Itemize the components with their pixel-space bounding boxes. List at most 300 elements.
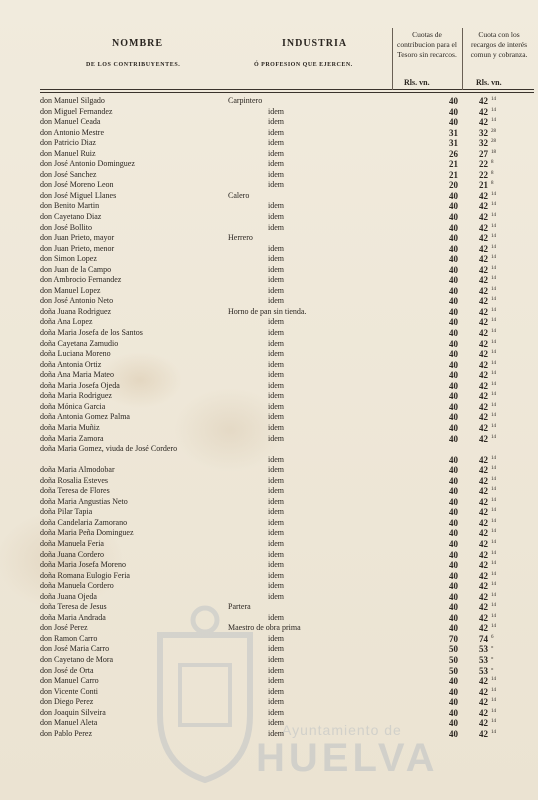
cuota-recargos-cents: 14 <box>491 624 496 630</box>
cuota-recargos-value: 42 <box>479 602 488 613</box>
cuota-recargos-value: 42 <box>479 433 488 444</box>
contributor-profession: idem <box>268 359 284 369</box>
cuota-recargos-cents: 14 <box>491 497 496 503</box>
contributor-name: don Juan de la Campo <box>40 264 112 274</box>
cuota-recargos-value: 27 <box>479 148 488 159</box>
contributor-profession: idem <box>268 349 284 359</box>
table-row <box>0 613 538 624</box>
contributor-profession: idem <box>268 370 284 380</box>
contributor-profession: idem <box>268 633 284 643</box>
cuota-recargos-cents: 8 <box>491 170 494 176</box>
cuota-tesoro-value: 40 <box>449 117 458 128</box>
table-row <box>0 117 538 128</box>
contributor-profession: idem <box>268 517 284 527</box>
cuota-recargos-cents: 14 <box>491 539 496 545</box>
cuota-recargos-value: 53 <box>479 654 488 665</box>
table-row <box>0 497 538 508</box>
contributor-profession: idem <box>268 654 284 664</box>
contributor-name: doña Juana Cordero <box>40 549 104 559</box>
contributor-name: don José Sanchez <box>40 169 97 179</box>
column-divider <box>462 28 463 90</box>
contributor-name: doña Maria Josefa de los Santos <box>40 328 143 338</box>
contributor-profession: idem <box>268 570 284 580</box>
contributor-profession: idem <box>268 612 284 622</box>
cuota-recargos-value: 22 <box>479 169 488 180</box>
cuota-recargos-cents: 14 <box>491 561 496 567</box>
cuota-recargos-value: 42 <box>479 254 488 265</box>
cuota-tesoro-value: 31 <box>449 127 458 138</box>
cuota-tesoro-value: 40 <box>449 190 458 201</box>
cuota-recargos-cents: 14 <box>491 318 496 324</box>
cuota-recargos-cents: 14 <box>491 381 496 387</box>
cuota-recargos-value: 42 <box>479 475 488 486</box>
table-row <box>0 402 538 413</box>
header-rule-bottom <box>40 92 534 93</box>
table-row <box>0 233 538 244</box>
table-row <box>0 265 538 276</box>
contributor-profession: idem <box>268 328 284 338</box>
cuota-recargos-cents: 14 <box>491 107 496 113</box>
contributor-profession: idem <box>268 264 284 274</box>
table-row <box>0 687 538 698</box>
contributor-name: doña Maria Andrada <box>40 612 106 622</box>
contributor-name: doña Cayetana Zamudio <box>40 338 119 348</box>
contributor-profession: idem <box>268 338 284 348</box>
cuota-recargos-cents: 14 <box>491 255 496 261</box>
cuota-tesoro-value: 40 <box>449 612 458 623</box>
cuota-recargos-cents: 14 <box>491 582 496 588</box>
cuota-recargos-value: 53 <box>479 644 488 655</box>
cuota-recargos-value: 42 <box>479 401 488 412</box>
cuota-tesoro-value: 40 <box>449 380 458 391</box>
cuota-recargos-value: 42 <box>479 285 488 296</box>
cuota-tesoro-value: 20 <box>449 180 458 191</box>
cuota-recargos-cents: » <box>491 655 494 661</box>
cuota-tesoro-value: 40 <box>449 422 458 433</box>
contributor-profession: idem <box>268 686 284 696</box>
cuota-recargos-value: 42 <box>479 676 488 687</box>
contributor-name: don José Maria Carro <box>40 644 110 654</box>
cuota-tesoro-value: 40 <box>449 264 458 275</box>
contributor-name: doña Antonia Gomez Palma <box>40 412 130 422</box>
table-row <box>0 729 538 740</box>
table-row <box>0 539 538 550</box>
cuota-recargos-cents: 28 <box>491 128 496 134</box>
contributor-profession: idem <box>268 180 284 190</box>
table-row <box>0 666 538 677</box>
cuota-recargos-value: 42 <box>479 507 488 518</box>
cuota-recargos-cents: 14 <box>491 329 496 335</box>
cuota-recargos-value: 21 <box>479 180 488 191</box>
cuota-recargos-value: 42 <box>479 412 488 423</box>
cuota-recargos-cents: 18 <box>491 149 496 155</box>
contributor-name: doña Rosalia Esteves <box>40 475 108 485</box>
cuota-recargos-cents: 14 <box>491 518 496 524</box>
contributor-profession: idem <box>268 728 284 738</box>
contributor-profession: Partera <box>228 602 251 612</box>
table-row <box>0 307 538 318</box>
table-row <box>0 296 538 307</box>
contributor-name: doña Ana Maria Mateo <box>40 370 114 380</box>
table-row <box>0 254 538 265</box>
cuota-tesoro-value: 40 <box>449 591 458 602</box>
table-row <box>0 317 538 328</box>
cuota-recargos-value: 42 <box>479 581 488 592</box>
cuota-recargos-cents: 14 <box>491 307 496 313</box>
contributor-profession: idem <box>268 454 284 464</box>
cuota-tesoro-value: 40 <box>449 201 458 212</box>
contributor-profession: idem <box>268 201 284 211</box>
cuota-recargos-value: 42 <box>479 549 488 560</box>
contributor-name: don Juan Prieto, mayor <box>40 233 115 243</box>
cuota-tesoro-value: 21 <box>449 159 458 170</box>
cuota-recargos-cents: 14 <box>491 413 496 419</box>
cuota-tesoro-value: 50 <box>449 654 458 665</box>
cuota-recargos-value: 42 <box>479 697 488 708</box>
contributor-name: doña Juana Ojeda <box>40 591 97 601</box>
table-row <box>0 180 538 191</box>
contributor-profession: idem <box>268 496 284 506</box>
table-row <box>0 423 538 434</box>
cuota-recargos-cents: 6 <box>491 634 494 640</box>
cuota-recargos-value: 42 <box>479 728 488 739</box>
table-row <box>0 602 538 613</box>
cuota-tesoro-value: 21 <box>449 169 458 180</box>
cuota-recargos-value: 42 <box>479 222 488 233</box>
contributor-name: don José de Orta <box>40 665 94 675</box>
contributor-name: don José Perez <box>40 623 88 633</box>
contributor-name: don Pablo Perez <box>40 728 92 738</box>
cuota-recargos-value: 42 <box>479 528 488 539</box>
cuota-recargos-value: 42 <box>479 328 488 339</box>
contributor-profession: idem <box>268 317 284 327</box>
cuota-recargos-value: 42 <box>479 591 488 602</box>
header-unit-recargos: Rls. vn. <box>476 78 502 87</box>
contributor-profession: idem <box>268 422 284 432</box>
cuota-recargos-cents: 14 <box>491 339 496 345</box>
contributor-name: don José Antonio Dominguez <box>40 159 135 169</box>
cuota-recargos-value: 42 <box>479 264 488 275</box>
cuota-recargos-value: 32 <box>479 138 488 149</box>
contributor-profession: idem <box>268 591 284 601</box>
contributor-name: doña Maria Gomez, viuda de José Cordero <box>40 444 178 454</box>
cuota-recargos-cents: 14 <box>491 223 496 229</box>
contributor-name: don Patricio Diaz <box>40 138 96 148</box>
cuota-recargos-value: 42 <box>479 612 488 623</box>
contributor-name: don José Miguel Llanes <box>40 190 117 200</box>
cuota-recargos-value: 42 <box>479 190 488 201</box>
contributor-profession: idem <box>268 285 284 295</box>
cuota-tesoro-value: 40 <box>449 317 458 328</box>
cuota-tesoro-value: 40 <box>449 454 458 465</box>
cuota-tesoro-value: 40 <box>449 96 458 106</box>
table-row <box>0 328 538 339</box>
cuota-recargos-value: 42 <box>479 380 488 391</box>
contributor-profession: idem <box>268 254 284 264</box>
cuota-recargos-value: 42 <box>479 496 488 507</box>
contributor-name: doña Juana Rodriguez <box>40 306 112 316</box>
table-row <box>0 718 538 729</box>
cuota-recargos-value: 42 <box>479 718 488 729</box>
cuota-recargos-cents: 14 <box>491 371 496 377</box>
contributor-name: doña Maria Peña Dominguez <box>40 528 134 538</box>
cuota-recargos-value: 42 <box>479 338 488 349</box>
contributor-name: doña Maria Muñiz <box>40 422 100 432</box>
table-row <box>0 391 538 402</box>
cuota-tesoro-value: 40 <box>449 486 458 497</box>
cuota-tesoro-value: 40 <box>449 623 458 634</box>
table-row <box>0 465 538 476</box>
cuota-recargos-value: 22 <box>479 159 488 170</box>
cuota-recargos-cents: 28 <box>491 139 496 145</box>
cuota-recargos-value: 42 <box>479 96 488 106</box>
table-row <box>0 275 538 286</box>
cuota-tesoro-value: 40 <box>449 106 458 117</box>
cuota-recargos-cents: 14 <box>491 97 496 102</box>
cuota-recargos-value: 42 <box>479 233 488 244</box>
watermark-line2: HUELVA <box>256 736 439 780</box>
contributor-name: doña Maria Josefa Ojeda <box>40 380 120 390</box>
cuota-recargos-cents: » <box>491 666 494 672</box>
cuota-recargos-value: 42 <box>479 359 488 370</box>
cuota-recargos-cents: 14 <box>491 729 496 735</box>
contributor-name: don Manuel Carro <box>40 676 99 686</box>
table-row <box>0 644 538 655</box>
cuota-tesoro-value: 40 <box>449 401 458 412</box>
contributor-name: doña Maria Angustias Neto <box>40 496 128 506</box>
cuota-tesoro-value: 40 <box>449 433 458 444</box>
cuota-recargos-cents: 14 <box>491 476 496 482</box>
contributor-profession: idem <box>268 148 284 158</box>
table-row <box>0 370 538 381</box>
cuota-tesoro-value: 40 <box>449 686 458 697</box>
contributor-profession: idem <box>268 401 284 411</box>
contributor-profession: idem <box>268 644 284 654</box>
cuota-tesoro-value: 40 <box>449 528 458 539</box>
table-row <box>0 592 538 603</box>
contributor-name: don Ambrocio Fernandez <box>40 275 122 285</box>
cuota-tesoro-value: 40 <box>449 570 458 581</box>
cuota-recargos-cents: 14 <box>491 265 496 271</box>
cuota-tesoro-value: 40 <box>449 222 458 233</box>
contributor-name: doña Teresa de Flores <box>40 486 110 496</box>
contributor-profession: idem <box>268 222 284 232</box>
contributor-name: doña Maria Zamora <box>40 433 104 443</box>
cuota-tesoro-value: 40 <box>449 296 458 307</box>
contributor-name: doña Maria Rodriguez <box>40 391 112 401</box>
cuota-tesoro-value: 40 <box>449 718 458 729</box>
cuota-recargos-cents: » <box>491 645 494 651</box>
cuota-recargos-value: 42 <box>479 560 488 571</box>
contributor-profession: idem <box>268 391 284 401</box>
contributor-name: doña Pilar Tapia <box>40 507 93 517</box>
contributor-name: doña Maria Almodobar <box>40 465 115 475</box>
cuota-recargos-value: 42 <box>479 570 488 581</box>
cuota-tesoro-value: 40 <box>449 475 458 486</box>
cuota-tesoro-value: 40 <box>449 707 458 718</box>
cuota-recargos-cents: 14 <box>491 191 496 197</box>
contributor-name: don Manuel Aleta <box>40 718 98 728</box>
cuota-tesoro-value: 40 <box>449 465 458 476</box>
cuota-recargos-cents: 14 <box>491 244 496 250</box>
cuota-tesoro-value: 40 <box>449 507 458 518</box>
cuota-tesoro-value: 40 <box>449 728 458 739</box>
contributor-name: doña Luciana Moreno <box>40 349 111 359</box>
contributor-name: doña Teresa de Jesus <box>40 602 107 612</box>
contributor-profession: idem <box>268 243 284 253</box>
header-cuota-recargos: Cuota con los recargos de interés comun y cobranza. <box>470 30 528 59</box>
table-row <box>0 623 538 634</box>
cuota-tesoro-value: 40 <box>449 370 458 381</box>
contributor-name: doña Antonia Ortiz <box>40 359 102 369</box>
cuota-recargos-cents: 14 <box>491 118 496 124</box>
contributor-name: don Manuel Silgado <box>40 96 105 105</box>
cuota-recargos-cents: 14 <box>491 360 496 366</box>
table-row <box>0 655 538 666</box>
cuota-recargos-value: 42 <box>479 201 488 212</box>
column-divider <box>392 28 393 90</box>
cuota-tesoro-value: 40 <box>449 676 458 687</box>
contributor-profession: idem <box>268 275 284 285</box>
contributor-name: don José Moreno Leon <box>40 180 114 190</box>
table-row <box>0 560 538 571</box>
cuota-recargos-cents: 14 <box>491 286 496 292</box>
cuota-recargos-cents: 14 <box>491 613 496 619</box>
cuota-recargos-cents: 14 <box>491 687 496 693</box>
contributor-name: don Diego Perez <box>40 697 94 707</box>
cuota-recargos-value: 42 <box>479 317 488 328</box>
contributor-name: doña Ana Lopez <box>40 317 93 327</box>
table-row <box>0 128 538 139</box>
cuota-tesoro-value: 40 <box>449 243 458 254</box>
contributor-profession: Horno de pan sin tienda. <box>228 306 307 316</box>
cuota-tesoro-value: 40 <box>449 349 458 360</box>
table-row <box>0 381 538 392</box>
cuota-recargos-value: 42 <box>479 296 488 307</box>
table-row <box>0 581 538 592</box>
cuota-recargos-cents: 14 <box>491 234 496 240</box>
cuota-recargos-cents: 14 <box>491 213 496 219</box>
contributor-profession: idem <box>268 549 284 559</box>
contributor-name: don José Antonio Neto <box>40 296 114 306</box>
cuota-recargos-cents: 14 <box>491 466 496 472</box>
contributor-profession: idem <box>268 117 284 127</box>
cuota-recargos-value: 42 <box>479 117 488 128</box>
cuota-recargos-cents: 14 <box>491 719 496 725</box>
table-row <box>0 349 538 360</box>
cuota-tesoro-value: 50 <box>449 665 458 676</box>
contributor-profession: idem <box>268 538 284 548</box>
table-row <box>0 476 538 487</box>
table-row <box>0 159 538 170</box>
cuota-tesoro-value: 40 <box>449 275 458 286</box>
cuota-recargos-cents: 8 <box>491 181 494 187</box>
table-row <box>0 550 538 561</box>
contributor-profession: idem <box>268 676 284 686</box>
cuota-recargos-cents: 14 <box>491 423 496 429</box>
cuota-recargos-value: 42 <box>479 686 488 697</box>
cuota-recargos-cents: 14 <box>491 202 496 208</box>
contributor-profession: idem <box>268 380 284 390</box>
table-row <box>0 444 538 455</box>
header-industria: INDUSTRIA <box>282 38 348 49</box>
contributor-name: don Juan Prieto, menor <box>40 243 115 253</box>
cuota-recargos-cents: 14 <box>491 276 496 282</box>
contributor-profession: idem <box>268 697 284 707</box>
cuota-tesoro-value: 40 <box>449 212 458 223</box>
contributor-name: doña Candelaria Zamorano <box>40 517 128 527</box>
cuota-tesoro-value: 40 <box>449 391 458 402</box>
contributor-profession: Herrero <box>228 233 253 243</box>
cuota-recargos-value: 42 <box>479 391 488 402</box>
contributor-name: don Manuel Ruiz <box>40 148 96 158</box>
header-profesion: Ó PROFESION QUE EJERCEN. <box>254 62 353 68</box>
cuota-recargos-value: 42 <box>479 623 488 634</box>
table-row <box>0 286 538 297</box>
cuota-tesoro-value: 40 <box>449 560 458 571</box>
contributor-profession: idem <box>268 665 284 675</box>
contributor-profession: idem <box>268 412 284 422</box>
cuota-tesoro-value: 26 <box>449 148 458 159</box>
contributor-profession: idem <box>268 560 284 570</box>
cuota-tesoro-value: 40 <box>449 549 458 560</box>
cuota-tesoro-value: 40 <box>449 306 458 317</box>
contributor-profession: idem <box>268 707 284 717</box>
table-row <box>0 697 538 708</box>
table-row <box>0 339 538 350</box>
cuota-recargos-cents: 14 <box>491 434 496 440</box>
table-row <box>0 571 538 582</box>
cuota-tesoro-value: 40 <box>449 233 458 244</box>
table-row <box>0 107 538 118</box>
table-row <box>0 223 538 234</box>
cuota-tesoro-value: 40 <box>449 328 458 339</box>
cuota-recargos-value: 32 <box>479 127 488 138</box>
cuota-tesoro-value: 40 <box>449 359 458 370</box>
cuota-recargos-value: 42 <box>479 370 488 381</box>
cuota-recargos-cents: 8 <box>491 160 494 166</box>
table-row <box>0 149 538 160</box>
contributor-profession: idem <box>268 528 284 538</box>
contributor-name: don Benito Martin <box>40 201 100 211</box>
cuota-recargos-cents: 14 <box>491 708 496 714</box>
table-row <box>0 507 538 518</box>
cuota-recargos-cents: 14 <box>491 698 496 704</box>
contributor-profession: idem <box>268 106 284 116</box>
table-row <box>0 708 538 719</box>
cuota-recargos-value: 74 <box>479 633 488 644</box>
cuota-recargos-cents: 14 <box>491 487 496 493</box>
table-row <box>0 528 538 539</box>
contributor-profession: idem <box>268 159 284 169</box>
contributor-profession: idem <box>268 296 284 306</box>
header-nombre: NOMBRE <box>112 38 163 49</box>
contributor-name: don Simon Lopez <box>40 254 97 264</box>
cuota-recargos-value: 42 <box>479 486 488 497</box>
cuota-tesoro-value: 40 <box>449 496 458 507</box>
contributor-name: doña Maria Josefa Moreno <box>40 560 126 570</box>
contributors-list <box>0 96 538 739</box>
cuota-recargos-value: 42 <box>479 275 488 286</box>
cuota-recargos-cents: 14 <box>491 529 496 535</box>
cuota-tesoro-value: 70 <box>449 633 458 644</box>
contributor-name: doña Manuela Feria <box>40 538 104 548</box>
contributor-name: doña Manuela Cordero <box>40 581 114 591</box>
watermark-line1: Ayuntamiento de <box>282 722 402 738</box>
contributor-name: don José Bollito <box>40 222 93 232</box>
cuota-recargos-cents: 14 <box>491 677 496 683</box>
table-row <box>0 518 538 529</box>
